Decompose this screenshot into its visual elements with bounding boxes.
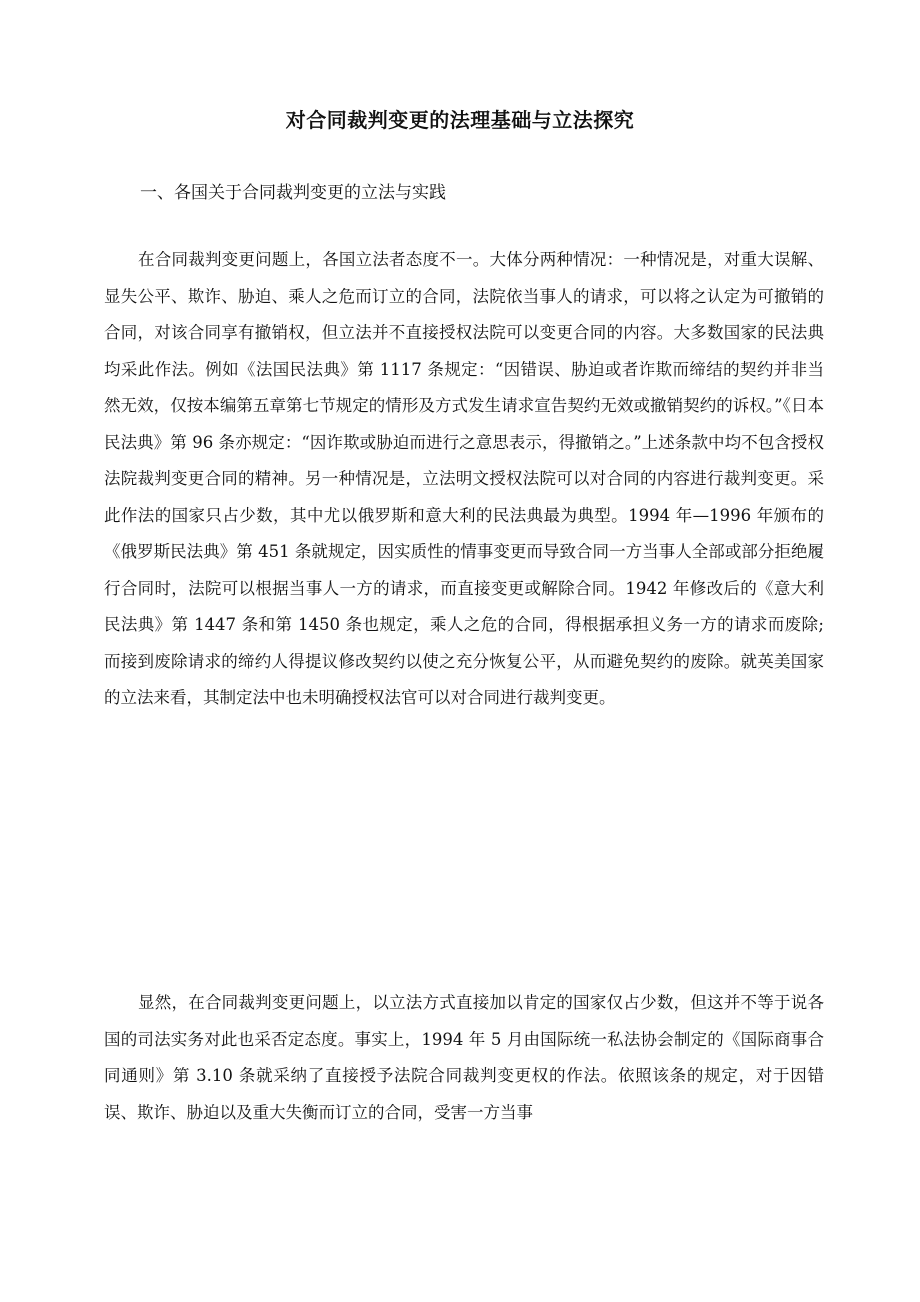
body-paragraph: 在合同裁判变更问题上，各国立法者态度不一。大体分两种情况：一种情况是，对重大误解、显失公平、欺诈、胁迫、乘人之危而订立的合同，法院依当事人的请求，可以将之认定为可撤销的合同，对该合同享有撤销权，但立法并不直接授权法院可以变更合同的内容。大多数国家的民法典均采此作法。例如《法国民法典》第 1117 条规定：“因错误、胁迫或者诈欺而缔结的契约并非当然无效，仅按本编第五章第七节规定的情形及方式发生请求宣告契约无效或撤销契约的诉权。”《日本民法典》第 96 条亦规定：“因诈欺或胁迫而进行之意思表示，得撤销之。”上述条款中均不包含授权法院裁判变更合同的精神。另一种情况是，立法明文授权法院可以对合同的内容进行裁判变更。采此作法的国家只占少数，其中尤以俄罗斯和意大利的民法典最为典型。1994 年—1996 年颁布的《俄罗斯民法典》第 451 条就规定，因实质性的情事变更而导致合同一方当事人全部或部分拒绝履行合同时，法院可以根据当事人一方的请求，而直接变更或解除合同。1942 年修改后的《意大利民法典》第 1447 条和第 1450 条也规定，乘人之危的合同，得根据承担义务一方的请求而废除;而接到废除请求的缔约人得提议修改契约以使之充分恢复公平，从而避免契约的废除。就英美国家的立法来看，其制定法中也未明确授权法官可以对合同进行裁判变更。 bbox=[104, 250, 824, 707]
section-heading: 一、各国关于合同裁判变更的立法与实践 bbox=[140, 183, 446, 203]
body-paragraph: 显然，在合同裁判变更问题上，以立法方式直接加以肯定的国家仅占少数，但这并不等于说各国的司法实务对此也采否定态度。事实上，1994 年 5 月由国际统一私法协会制定的《国际商事合同通则》第 3.10 条就采纳了直接授予法院合同裁判变更权的作法。依照该条的规定，对于因错误、欺诈、胁迫以及重大失衡而订立的合同，受害一方当事 bbox=[104, 993, 824, 1122]
document-title: 对合同裁判变更的法理基础与立法探究 bbox=[285, 108, 635, 132]
